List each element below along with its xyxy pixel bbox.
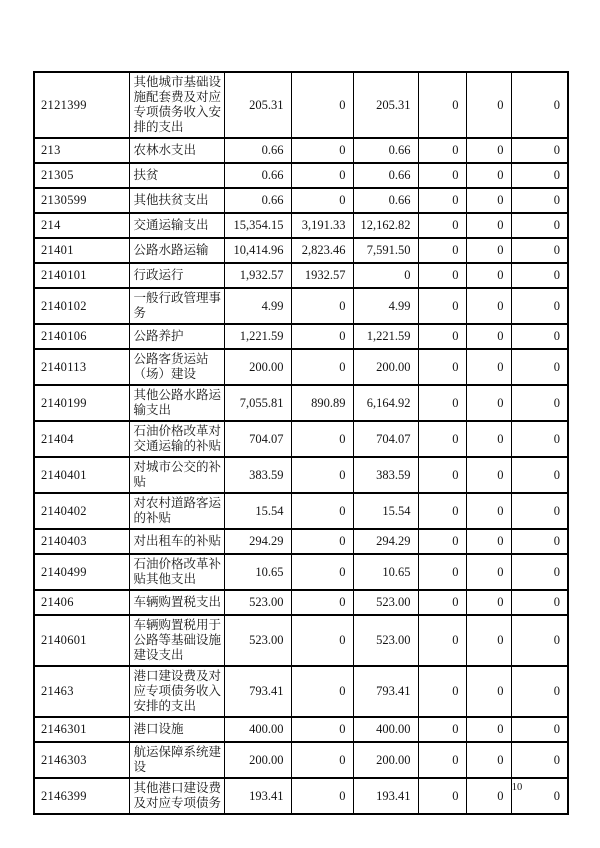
cell-value: 0 (466, 457, 511, 493)
cell-value: 0.66 (224, 188, 291, 213)
cell-name: 行政运行 (129, 263, 224, 288)
cell-value: 1,221.59 (353, 324, 418, 349)
cell-value: 200.00 (353, 742, 418, 778)
cell-value: 0 (466, 615, 511, 666)
cell-name: 港口建设费及对应专项债务收入安排的支出 (129, 666, 224, 717)
cell-value: 793.41 (353, 666, 418, 717)
cell-value: 0 (418, 778, 466, 814)
table-row (34, 590, 568, 615)
cell-value: 0 (511, 263, 568, 288)
cell-code: 2146303 (34, 742, 129, 778)
cell-value: 0 (418, 138, 466, 163)
cell-value: 0 (511, 778, 568, 814)
cell-value: 0 (418, 421, 466, 457)
cell-value: 890.89 (291, 385, 353, 421)
cell-value: 0.66 (224, 138, 291, 163)
cell-code: 2140106 (34, 324, 129, 349)
cell-value: 10.65 (224, 554, 291, 590)
cell-value: 0 (511, 385, 568, 421)
cell-value: 0 (511, 349, 568, 385)
cell-value: 0 (291, 72, 353, 138)
cell-value: 0 (466, 163, 511, 188)
cell-value: 0 (466, 742, 511, 778)
cell-code: 21401 (34, 238, 129, 263)
cell-code: 21406 (34, 590, 129, 615)
cell-value: 0 (511, 213, 568, 238)
cell-value: 0 (511, 529, 568, 554)
cell-name: 公路养护 (129, 324, 224, 349)
cell-value: 0 (418, 493, 466, 529)
cell-code: 2140402 (34, 493, 129, 529)
cell-name: 其他扶贫支出 (129, 188, 224, 213)
table-row (34, 238, 568, 263)
cell-value: 10,414.96 (224, 238, 291, 263)
cell-code: 2140101 (34, 263, 129, 288)
cell-value: 0 (511, 666, 568, 717)
table-row (34, 163, 568, 188)
cell-value: 400.00 (353, 717, 418, 742)
cell-value: 0 (511, 493, 568, 529)
cell-code: 2140499 (34, 554, 129, 590)
cell-code: 2140401 (34, 457, 129, 493)
cell-value: 0 (291, 457, 353, 493)
cell-value: 1,221.59 (224, 324, 291, 349)
cell-name: 航运保障系统建设 (129, 742, 224, 778)
cell-code: 21463 (34, 666, 129, 717)
cell-value: 523.00 (353, 615, 418, 666)
cell-code: 2140102 (34, 288, 129, 324)
cell-value: 0 (511, 615, 568, 666)
cell-code: 2130599 (34, 188, 129, 213)
cell-value: 200.00 (224, 349, 291, 385)
cell-value: 0 (418, 385, 466, 421)
cell-value: 0 (418, 529, 466, 554)
cell-value: 0 (511, 324, 568, 349)
table-row (34, 717, 568, 742)
cell-value: 0 (466, 72, 511, 138)
cell-value: 0 (291, 138, 353, 163)
cell-value: 0 (353, 263, 418, 288)
cell-value: 0 (418, 666, 466, 717)
table-row (34, 529, 568, 554)
cell-value: 0 (291, 666, 353, 717)
cell-value: 15.54 (224, 493, 291, 529)
cell-value: 0 (418, 213, 466, 238)
cell-value: 200.00 (353, 349, 418, 385)
cell-value: 0 (418, 324, 466, 349)
cell-value: 523.00 (224, 590, 291, 615)
cell-value: 0 (418, 72, 466, 138)
cell-value: 523.00 (224, 615, 291, 666)
table-row (34, 666, 568, 717)
cell-value: 0 (466, 554, 511, 590)
table-row (34, 778, 568, 814)
cell-value: 6,164.92 (353, 385, 418, 421)
cell-value: 0 (418, 263, 466, 288)
cell-code: 21305 (34, 163, 129, 188)
cell-name: 石油价格改革对交通运输的补贴 (129, 421, 224, 457)
cell-value: 0 (511, 188, 568, 213)
cell-code: 213 (34, 138, 129, 163)
cell-value: 400.00 (224, 717, 291, 742)
cell-value: 0 (466, 188, 511, 213)
cell-value: 0 (291, 493, 353, 529)
cell-value: 0 (511, 288, 568, 324)
cell-value: 523.00 (353, 590, 418, 615)
table-row (34, 493, 568, 529)
cell-value: 0 (511, 717, 568, 742)
cell-value: 0.66 (224, 163, 291, 188)
cell-value: 200.00 (224, 742, 291, 778)
cell-name: 其他港口建设费及对应专项债务 (129, 778, 224, 814)
cell-value: 0 (466, 493, 511, 529)
cell-name: 交通运输支出 (129, 213, 224, 238)
cell-value: 0 (466, 717, 511, 742)
table-row (34, 324, 568, 349)
cell-value: 0 (511, 457, 568, 493)
cell-value: 1,932.57 (224, 263, 291, 288)
table-row (34, 138, 568, 163)
table-row (34, 742, 568, 778)
cell-value: 15.54 (353, 493, 418, 529)
cell-value: 0 (466, 263, 511, 288)
table-body (34, 72, 568, 814)
cell-value: 0 (291, 717, 353, 742)
cell-name: 农林水支出 (129, 138, 224, 163)
cell-value: 0 (511, 238, 568, 263)
table-row (34, 554, 568, 590)
table-row (34, 457, 568, 493)
table-row (34, 213, 568, 238)
cell-value: 0.66 (353, 188, 418, 213)
cell-value: 0.66 (353, 138, 418, 163)
table-row (34, 615, 568, 666)
cell-value: 205.31 (353, 72, 418, 138)
cell-value: 704.07 (353, 421, 418, 457)
cell-value: 0 (418, 188, 466, 213)
cell-value: 0 (418, 742, 466, 778)
cell-value: 3,191.33 (291, 213, 353, 238)
cell-value: 0 (466, 213, 511, 238)
cell-code: 2140199 (34, 385, 129, 421)
cell-value: 205.31 (224, 72, 291, 138)
cell-value: 0 (291, 349, 353, 385)
cell-value: 793.41 (224, 666, 291, 717)
cell-value: 0 (466, 778, 511, 814)
cell-code: 2140601 (34, 615, 129, 666)
cell-value: 0 (418, 238, 466, 263)
cell-name: 车辆购置税用于公路等基础设施建设支出 (129, 615, 224, 666)
table-row (34, 288, 568, 324)
cell-value: 0 (291, 554, 353, 590)
cell-name: 扶贫 (129, 163, 224, 188)
cell-value: 0 (418, 349, 466, 385)
cell-value: 0 (291, 778, 353, 814)
cell-value: 0 (291, 288, 353, 324)
table-row (34, 385, 568, 421)
cell-value: 0 (418, 288, 466, 324)
cell-value: 0 (511, 163, 568, 188)
cell-value: 0 (511, 421, 568, 457)
cell-value: 0 (466, 590, 511, 615)
cell-value: 0 (291, 742, 353, 778)
cell-value: 0 (418, 717, 466, 742)
table-row (34, 421, 568, 457)
page-number: 10 (511, 782, 523, 793)
cell-value: 15,354.15 (224, 213, 291, 238)
cell-name: 公路水路运输 (129, 238, 224, 263)
cell-value: 0 (418, 590, 466, 615)
cell-value: 704.07 (224, 421, 291, 457)
cell-value: 0 (291, 529, 353, 554)
cell-value: 0 (511, 742, 568, 778)
cell-value: 0 (291, 615, 353, 666)
cell-name: 对农村道路客运的补贴 (129, 493, 224, 529)
table-row (34, 263, 568, 288)
cell-value: 0 (291, 590, 353, 615)
cell-value: 0 (418, 163, 466, 188)
cell-value: 0 (418, 615, 466, 666)
cell-value: 0 (291, 163, 353, 188)
cell-value: 0.66 (353, 163, 418, 188)
cell-value: 0 (511, 590, 568, 615)
table-row (34, 188, 568, 213)
cell-code: 2146301 (34, 717, 129, 742)
cell-value: 0 (466, 666, 511, 717)
cell-value: 1932.57 (291, 263, 353, 288)
cell-value: 10.65 (353, 554, 418, 590)
cell-value: 193.41 (353, 778, 418, 814)
cell-value: 0 (291, 188, 353, 213)
cell-name: 石油价格改革补贴其他支出 (129, 554, 224, 590)
cell-value: 0 (466, 238, 511, 263)
cell-code: 2146399 (34, 778, 129, 814)
cell-code: 2121399 (34, 72, 129, 138)
cell-value: 0 (511, 72, 568, 138)
cell-code: 214 (34, 213, 129, 238)
cell-value: 0 (466, 349, 511, 385)
cell-value: 0 (466, 529, 511, 554)
cell-value: 0 (466, 138, 511, 163)
cell-name: 其他城市基础设施配套费及对应专项债务收入安排的支出 (129, 72, 224, 138)
cell-name: 对出租车的补贴 (129, 529, 224, 554)
cell-name: 其他公路水路运输支出 (129, 385, 224, 421)
cell-value: 0 (511, 138, 568, 163)
table-row (34, 349, 568, 385)
cell-value: 12,162.82 (353, 213, 418, 238)
cell-name: 一般行政管理事务 (129, 288, 224, 324)
cell-value: 0 (466, 385, 511, 421)
cell-value: 4.99 (353, 288, 418, 324)
cell-value: 0 (466, 324, 511, 349)
cell-code: 2140403 (34, 529, 129, 554)
cell-value: 0 (291, 324, 353, 349)
cell-value: 193.41 (224, 778, 291, 814)
cell-value: 0 (466, 421, 511, 457)
cell-value: 0 (418, 554, 466, 590)
cell-value: 294.29 (224, 529, 291, 554)
cell-value: 7,055.81 (224, 385, 291, 421)
table-row (34, 72, 568, 138)
cell-name: 公路客货运站（场）建设 (129, 349, 224, 385)
cell-value: 2,823.46 (291, 238, 353, 263)
cell-code: 2140113 (34, 349, 129, 385)
cell-name: 对城市公交的补贴 (129, 457, 224, 493)
budget-table (33, 71, 569, 815)
cell-value: 4.99 (224, 288, 291, 324)
cell-code: 21404 (34, 421, 129, 457)
cell-value: 383.59 (353, 457, 418, 493)
cell-value: 7,591.50 (353, 238, 418, 263)
cell-value: 0 (418, 457, 466, 493)
cell-value: 0 (291, 421, 353, 457)
cell-value: 0 (511, 554, 568, 590)
cell-name: 港口设施 (129, 717, 224, 742)
cell-value: 383.59 (224, 457, 291, 493)
cell-value: 294.29 (353, 529, 418, 554)
cell-value: 0 (466, 288, 511, 324)
cell-name: 车辆购置税支出 (129, 590, 224, 615)
